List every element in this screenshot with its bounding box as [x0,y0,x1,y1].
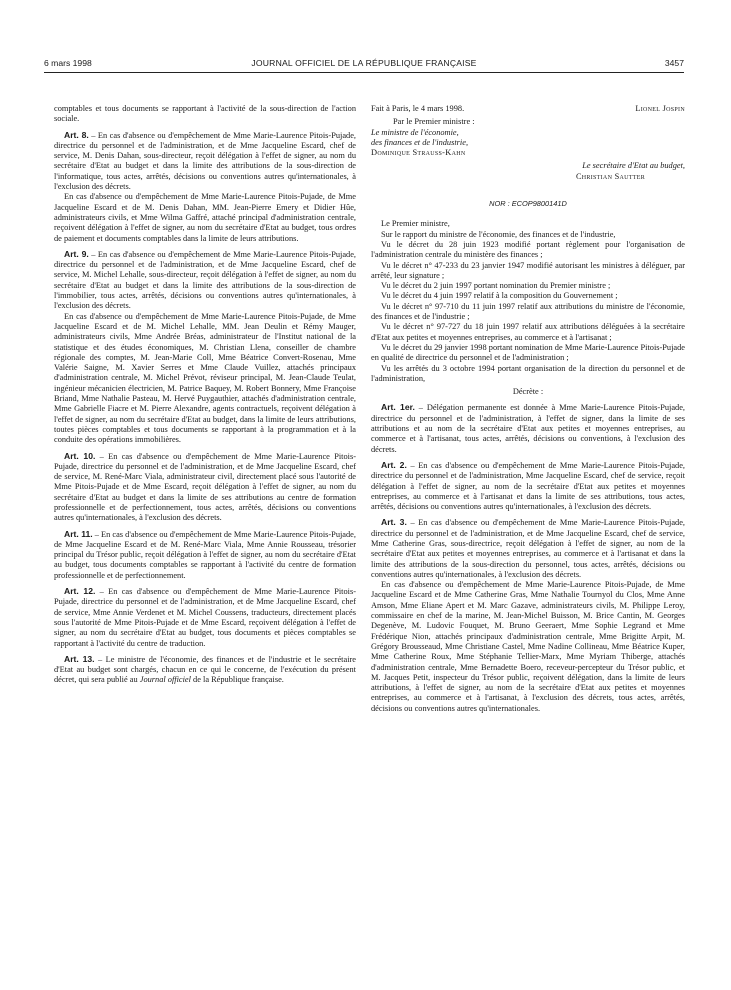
article-text: – En cas d'absence ou d'empêchement de Mme Marie-Laurence Pitois-Pujade, directrice du personnel et de l'administration, Mme Jacqueline Escard, chef de service, reçoit délégation à l'effet de signer, au nom de la secrétaire d'Etat aux petites et moyennes entreprises, au commerce et à l'artisanat et dans la limite de ses attributions, tous actes, arrêtés, décisions ou conventions autres qu'internationales, à l'exclusion des décrets. [371,460,685,512]
article-9-paragraph-2: En cas d'absence ou d'empêchement de Mme Marie-Laurence Pitois-Pujade, de Mme Jacqueline Escard et de M. Michel Lehalle, MM. Jean Deulin et Rémy Mauger, administrateurs civils, Mme Andrée Bréas, administrateur de l'Institut national de la statistique et des études économiques, M. Christian Llena, conseiller de chambre régionale des comptes, M. Jean-Marie Coll, Mme Béatrice Convert-Rosenau, Mme Valérie Saigne, M. Xavier Serres et Mme Claude Vuillez, attachés principaux d'administration centrale, M. Michel Prévot, réviseur principal, M. Jean-Claude Teulat, ingénieur mécanicien électricien, M. Patrice Baquey, M. Robert Bonnery, Mme Françoise Briand, Mme Nathalie Pasteau, M. Hervé Puygauthier, attachés d'administration centrale, Mme Gabrielle Fiacre et M. Pierre Alexandre, agents contractuels, reçoivent délégation à l'effet de signer, au nom du secrétaire d'Etat au budget, dans la limite de leurs attributions, toutes pièces comptables et tous documents se rapportant à la programmation et à la conduite des opérations immobilières. [54,311,356,445]
by-pm-line: Par le Premier ministre : [393,117,475,127]
article-9 [54,249,356,312]
minister-signatory: Dominique Strauss-Kahn [371,148,466,158]
preamble-line: Vu le décret du 29 janvier 1998 portant nomination de Mme Marie-Laurence Pitois-Pujade en qualité de directrice du personnel et de l'administration ; [371,342,685,363]
article-label: Art. 9. [64,248,89,259]
article-text: – Délégation permanente est donnée à Mme Marie-Laurence Pitois-Pujade, directrice du personnel et de l'administration, à l'effet de signer, dans la limite de ses attributions et au nom de la secrétaire d'Etat aux petites et moyennes entreprises, au commerce et à l'artisanat, tous actes, arrêtés, décisions ou conventions, à l'exclusion des décrets. [371,403,685,454]
preamble-line: Vu le décret n° 47-233 du 23 janvier 1947 modifié autorisant les ministres à déléguer, par arrêté, leur signature ; [371,260,685,280]
minister-title-2: des finances et de l'industrie, [371,137,469,147]
article-2 [371,460,685,512]
place-date: Fait à Paris, le 4 mars 1998. [371,104,465,113]
right-column [371,104,685,714]
preamble-line: Vu le décret du 4 juin 1997 relatif à la composition du Gouvernement ; [381,291,618,301]
header-page-number: 3457 [664,58,684,68]
journal-officiel-italic: Journal officiel [139,675,191,685]
article-8 [54,130,356,193]
preamble-line: Sur le rapport du ministre de l'économie, des finances et de l'industrie, [381,229,616,239]
article-3 [371,517,685,580]
article-text: – En cas d'absence ou d'empêchement de Mme Marie-Laurence Pitois-Pujade, directrice du personnel et de l'administration, et de Mme Jacqueline Escard, chef de service, M. Denis Dahan, sous-directeur, reçoit délégation à l'effet de signer, au nom du secrétaire d'Etat au budget et dans la limite des attributions de la sous-direction de l'informatique, tous actes, arrêtés, décisions ou conventions autres qu'internationales, à l'exclusion des décrets. [54,130,356,192]
article-label: Art. 3. [381,517,407,528]
page-header [44,58,684,72]
signature-place-date-line [371,104,685,114]
article-label: Art. 1er. [381,402,415,413]
article-text: – En cas d'absence ou d'empêchement de Mme Marie-Laurence Pitois-Pujade, de Mme Jacqueline Escard et de M. René-Marc Viala, Mme Annie Rousseau, trésorier principal du Trésor public, reçoit délégation à l'effet de signer, au nom du secrétaire d'Etat au budget, tous documents comptables se rapportant à l'activité du centre de formation professionnelle et de perfectionnement. [54,529,356,580]
preamble-line: Vu les arrêtés du 3 octobre 1994 portant organisation de la direction du personnel et de l'administration, [371,363,685,383]
header-rule [44,72,684,73]
signature-block [371,104,685,182]
budget-secretary-signatory: Christian Sautter [575,171,645,181]
article-text-end: de la République française. [190,675,284,685]
article-label: Art. 11. [64,528,93,539]
header-journal-title: JOURNAL OFFICIEL DE LA RÉPUBLIQUE FRANÇAISE [251,58,477,68]
preamble-line: Vu le décret du 2 juin 1997 portant nomination du Premier ministre ; [381,281,611,291]
pm-signatory: Lionel Jospin [635,104,685,113]
article-8-paragraph-2: En cas d'absence ou d'empêchement de Mme Marie-Laurence Pitois-Pujade, de Mme Jacqueline Escard et de M. Denis Dahan, MM. Jean-Pierre Emery et Didier Hûe, administrateurs civils, et Mme Wilma Gaffré, attaché principal d'administration centrale, reçoivent délégation à l'effet de signer, au nom du secrétaire d'Etat au budget, tous ordres de paiement et documents comptables dans la limite de leurs attributions. [54,192,356,243]
header-date: 6 mars 1998 [44,58,92,68]
article-text: – Le ministre de l'économie, des finances et de l'industrie et le secrétaire d'Etat au budget sont chargés, chacun en ce qui le concerne, de l'exécution du présent décret, qui sera publié au [54,654,356,685]
article-1 [371,402,685,454]
article-label: Art. 12. [64,586,96,597]
article-text: – En cas d'absence ou d'empêchement de Mme Marie-Laurence Pitois-Pujade, directrice du personnel et de l'administration, et de Mme Jacqueline Escard, chef de service, M. René-Marc Viala, administrateur civil, directement placé sous l'autorité de Mme Pitois-Pujade et de Mme Escard, reçoit délégation à l'effet de signer, au nom du secrétaire d'Etat au budget et dans la limite de ses attributions au centre de formation professionnelle et de perfectionnement, tous actes, arrêtés, décisions ou conventions autres qu'internationales, à l'exclusion des décrets. [54,451,356,523]
budget-secretary-title: Le secrétaire d'Etat au budget, [582,161,685,171]
article-label: Art. 2. [381,459,407,470]
article-label: Art. 13. [64,653,95,664]
article-text: – En cas d'absence ou d'empêchement de Mme Marie-Laurence Pitois-Pujade, directrice du personnel et de l'administration, et de Mme Jacqueline Escard, chef de service, M. Michel Lehalle, sous-directeur, reçoit délégation à l'effet de signer, au nom du secrétaire d'Etat au budget et dans la limite des attributions de la sous-direction de l'immobilier, tous actes, arrêtés, décisions ou conventions autres qu'internationales, à l'exclusion des décrets. [54,249,356,311]
nor-reference: NOR : ECOP9800141D [489,199,567,209]
preamble-line: Vu le décret n° 97-710 du 11 juin 1997 relatif aux attributions du ministre de l'économie, des finances et de l'industrie ; [371,301,685,322]
preamble-line: Le Premier ministre, [381,219,450,229]
article-13 [54,654,356,686]
article-label: Art. 10. [64,450,96,461]
article-text: – En cas d'absence ou d'empêchement de Mme Marie-Laurence Pitois-Pujade, directrice du personnel et de l'administration, et de Mme Jacqueline Escard, chef de service, Mme Annie Verdenet et M. Michel Coussens, traducteurs, directement placés sous l'autorité de Mme Pitois-Pujade et de Mme Escard, reçoivent délégation à l'effet de signer, au nom du secrétaire d'Etat au budget, tous documents et pièces comptables se rapportant à l'activité du centre de traduction. [54,587,356,648]
preamble-line: Vu le décret du 28 juin 1923 modifié portant règlement pour l'organisation de l'administration centrale du ministère des finances ; [371,239,685,260]
left-column [54,104,356,686]
article-10 [54,451,356,524]
minister-title-1: Le ministre de l'économie, [371,127,459,137]
article-3-paragraph-2: En cas d'absence ou d'empêchement de Mme Marie-Laurence Pitois-Pujade, de Mme Jacqueline Escard et de Mme Catherine Gras, Mme Nathalie Tournyol du Clos, Mme Anne Amson, Mme Eliane Apert et M. Marc Gazave, administrateurs civils, M. Philippe Leroy, commissaire en chef de la marine, M. Jean-Michel Buisson, M. Brice Cantin, M. Georges Degenève, M. Ludovic Fouquet, M. Bruno Geeraert, Mme Sophie Legrand et Mme Frédérique Nion, attachés principaux d'administration centrale, Mme Brigitte Arpit, M. Grégory Brousseaud, Mme Christiane Castel, Mme Nadine Collineau, Mme Béatrice Kuper, Mme Catherine Roux, Mme Stéphanie Tellier-Marx, Mme Myriam Thiberge, attachés d'administration centrale, Mme Bernadette Boero, receveur-percepteur du Trésor public, et M. Jacques Petit, inspecteur du Trésor public, reçoivent délégation, dans la limite de leurs attributions, à l'effet de signer, au nom de la secrétaire d'Etat aux petites et moyennes entreprises, au commerce et à l'artisanat, à l'exclusion des décrets, tous actes, arrêtés, décisions ou conventions autres qu'internationales. [371,580,685,713]
decrete-heading: Décrète : [512,387,544,397]
preamble-line: Vu le décret n° 97-727 du 18 juin 1997 relatif aux attributions déléguées à la secrétaire d'Etat aux petites et moyennes entreprises, au commerce et à l'artisanat ; [371,322,685,342]
article-12 [54,586,356,649]
article-text: – En cas d'absence ou d'empêchement de Mme Marie-Laurence Pitois-Pujade, directrice du personnel et de l'administration, et de Mme Jacqueline Escard, chef de service, Mme Catherine Gras, sous-directrice, reçoit délégation à l'effet de signer, au nom de la secrétaire d'Etat aux petites et moyennes entreprises, au commerce et à l'artisanat et dans la limite des attributions de la sous-direction du personnel, tous actes, arrêtés, décisions ou conventions autres qu'internationales, à l'exclusion des décrets. [371,518,685,579]
continued-paragraph: comptables et tous documents se rapportant à l'activité de la sous-direction de l'action sociale. [54,104,356,124]
article-label: Art. 8. [64,129,89,140]
article-11 [54,529,356,581]
